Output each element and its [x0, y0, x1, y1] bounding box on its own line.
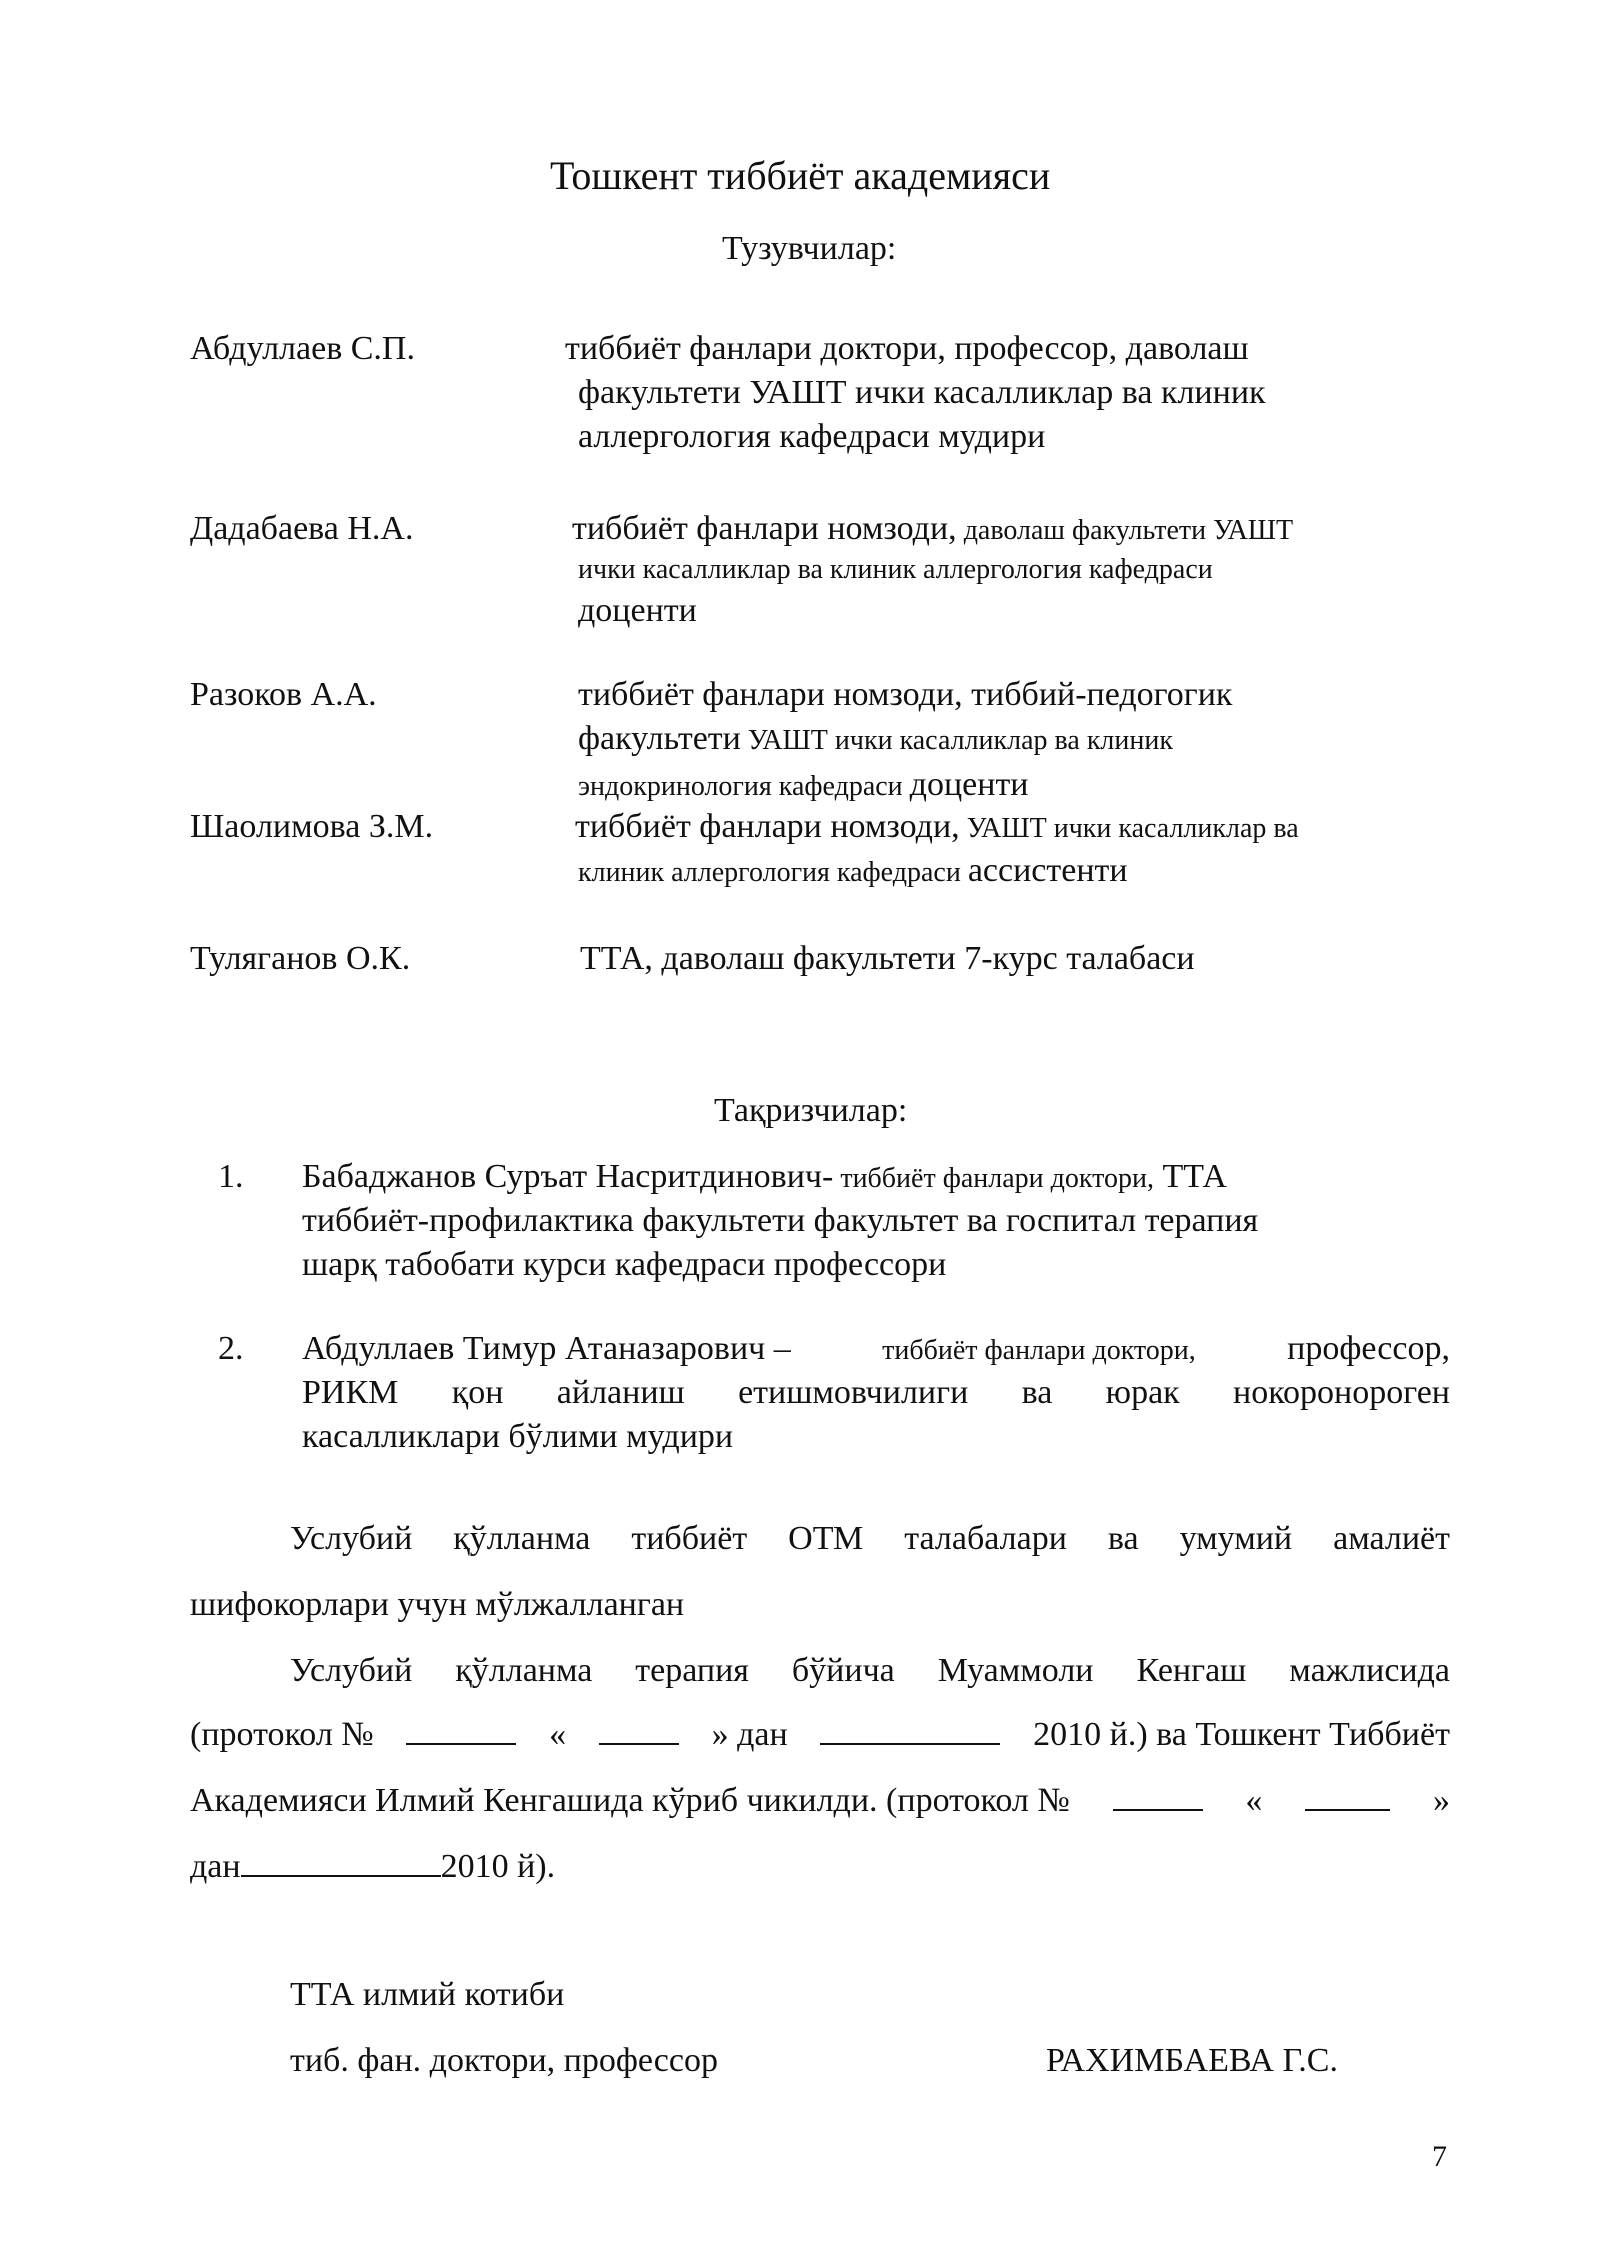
list-number: 1. — [218, 1158, 244, 1195]
reviewer-title: профессор, — [1287, 1330, 1450, 1367]
protocol-month-field — [820, 1742, 1000, 1745]
author-description — [578, 766, 1029, 804]
author-name: Абдуллаев С.П. — [190, 330, 415, 367]
signature-title: тиб. фан. доктори, профессор — [290, 2042, 718, 2079]
reviewer-org: ТТА — [1153, 1158, 1227, 1195]
reviewer-line — [302, 1158, 1227, 1196]
reviewer-degree: тиббиёт фанлари доктори, — [833, 1163, 1154, 1194]
reviewers-heading: Тақризчилар: — [714, 1092, 908, 1129]
page-number: 7 — [1432, 2140, 1447, 2173]
author-description — [575, 808, 1299, 846]
reviewer-line: РИКМ қон айланиш етишмовчилиги ва юрак нокоронороген — [302, 1374, 1450, 1411]
author-name: Шаолимова З.М. — [190, 808, 434, 845]
reviewer-degree: тиббиёт фанлари доктори, — [882, 1335, 1196, 1366]
protocol-label: (протокол № — [190, 1716, 374, 1753]
author-description: аллергология кафедраси мудири — [578, 418, 1046, 455]
author-faculty: факультети — [578, 720, 741, 757]
author-department: УАШТ ички касалликлар ва клиник — [740, 725, 1173, 756]
reviewer-line: шарқ табобати курси кафедраси профессори — [302, 1246, 947, 1283]
author-degree: тиббиёт фанлари номзоди, — [572, 510, 957, 547]
authors-heading: Тузувчилар: — [722, 230, 897, 267]
author-name: Дадабаева Н.А. — [190, 510, 414, 547]
protocol-number-field — [1113, 1808, 1203, 1811]
open-quote: « — [1245, 1782, 1263, 1819]
author-department: даволаш факультети УАШТ — [956, 515, 1294, 546]
reviewer-name: Абдуллаев Тимур Атаназарович – — [302, 1330, 791, 1367]
author-description — [578, 720, 1173, 758]
open-quote: « — [549, 1716, 567, 1753]
protocol-number-field — [406, 1742, 516, 1745]
signature-name: РАХИМБАЕВА Г.С. — [1046, 2042, 1338, 2079]
year-text: 2010 й). — [440, 1848, 556, 1885]
author-name: Разоков А.А. — [190, 676, 377, 713]
author-description — [572, 510, 1293, 548]
author-degree: тиббиёт фанлари номзоди, — [575, 808, 960, 845]
protocol-date-field — [599, 1742, 679, 1745]
academy-council-text: Академияси Илмий Кенгашида кўриб чикилди. (протокол № — [190, 1782, 1070, 1819]
paragraph-line: Услубий қўлланма тиббиёт ОТМ талабалари ва умумий амалиёт — [290, 1520, 1450, 1557]
author-description: тиббиёт фанлари доктори, профессор, даволаш — [565, 330, 1249, 367]
list-number: 2. — [218, 1330, 244, 1367]
close-quote: » — [1432, 1782, 1450, 1819]
author-description: доценти — [578, 592, 697, 629]
author-department: УАШТ ички касалликлар ва — [959, 813, 1299, 844]
date-label: » дан — [711, 1716, 788, 1753]
protocol-date-field — [1305, 1808, 1390, 1811]
document-title: Тошкент тиббиёт академияси — [550, 153, 1051, 198]
paragraph-line — [190, 1782, 1450, 1820]
author-description: тиббиёт фанлари номзоди, тиббий-педогогик — [578, 676, 1233, 713]
paragraph-line — [190, 1716, 1450, 1754]
author-position: ассистенти — [967, 852, 1128, 889]
author-name: Туляганов О.К. — [190, 940, 411, 977]
reviewer-line: тиббиёт-профилактика факультети факультет ва госпитал терапия — [302, 1202, 1259, 1239]
year-text: 2010 й.) ва Тошкент Тиббиёт — [1033, 1716, 1450, 1753]
author-description: ТТА, даволаш факультети 7-курс талабаси — [580, 940, 1195, 977]
reviewer-name: Бабаджанов Суръат Насритдинович- — [302, 1158, 834, 1195]
date-label: дан — [190, 1848, 241, 1885]
author-description — [578, 852, 1128, 890]
author-position: доценти — [909, 766, 1029, 803]
date-field — [241, 1874, 441, 1877]
paragraph-line: шифокорлари учун мўлжалланган — [190, 1586, 685, 1623]
signature-role: ТТА илмий котиби — [290, 1976, 565, 2013]
paragraph-line — [190, 1848, 555, 1886]
author-description: ички касалликлар ва клиник аллергология кафедраси — [578, 554, 1213, 585]
paragraph-line: Услубий қўлланма терапия бўйича Муаммоли Кенгаш мажлисида — [290, 1652, 1450, 1689]
author-description: факультети УАШТ ички касалликлар ва клиник — [578, 374, 1266, 411]
reviewer-line — [302, 1330, 1450, 1368]
author-department: клиник аллергология кафедраси — [578, 857, 968, 888]
reviewer-line: касалликлари бўлими мудири — [302, 1418, 734, 1455]
author-department: эндокринология кафедраси — [578, 771, 910, 802]
